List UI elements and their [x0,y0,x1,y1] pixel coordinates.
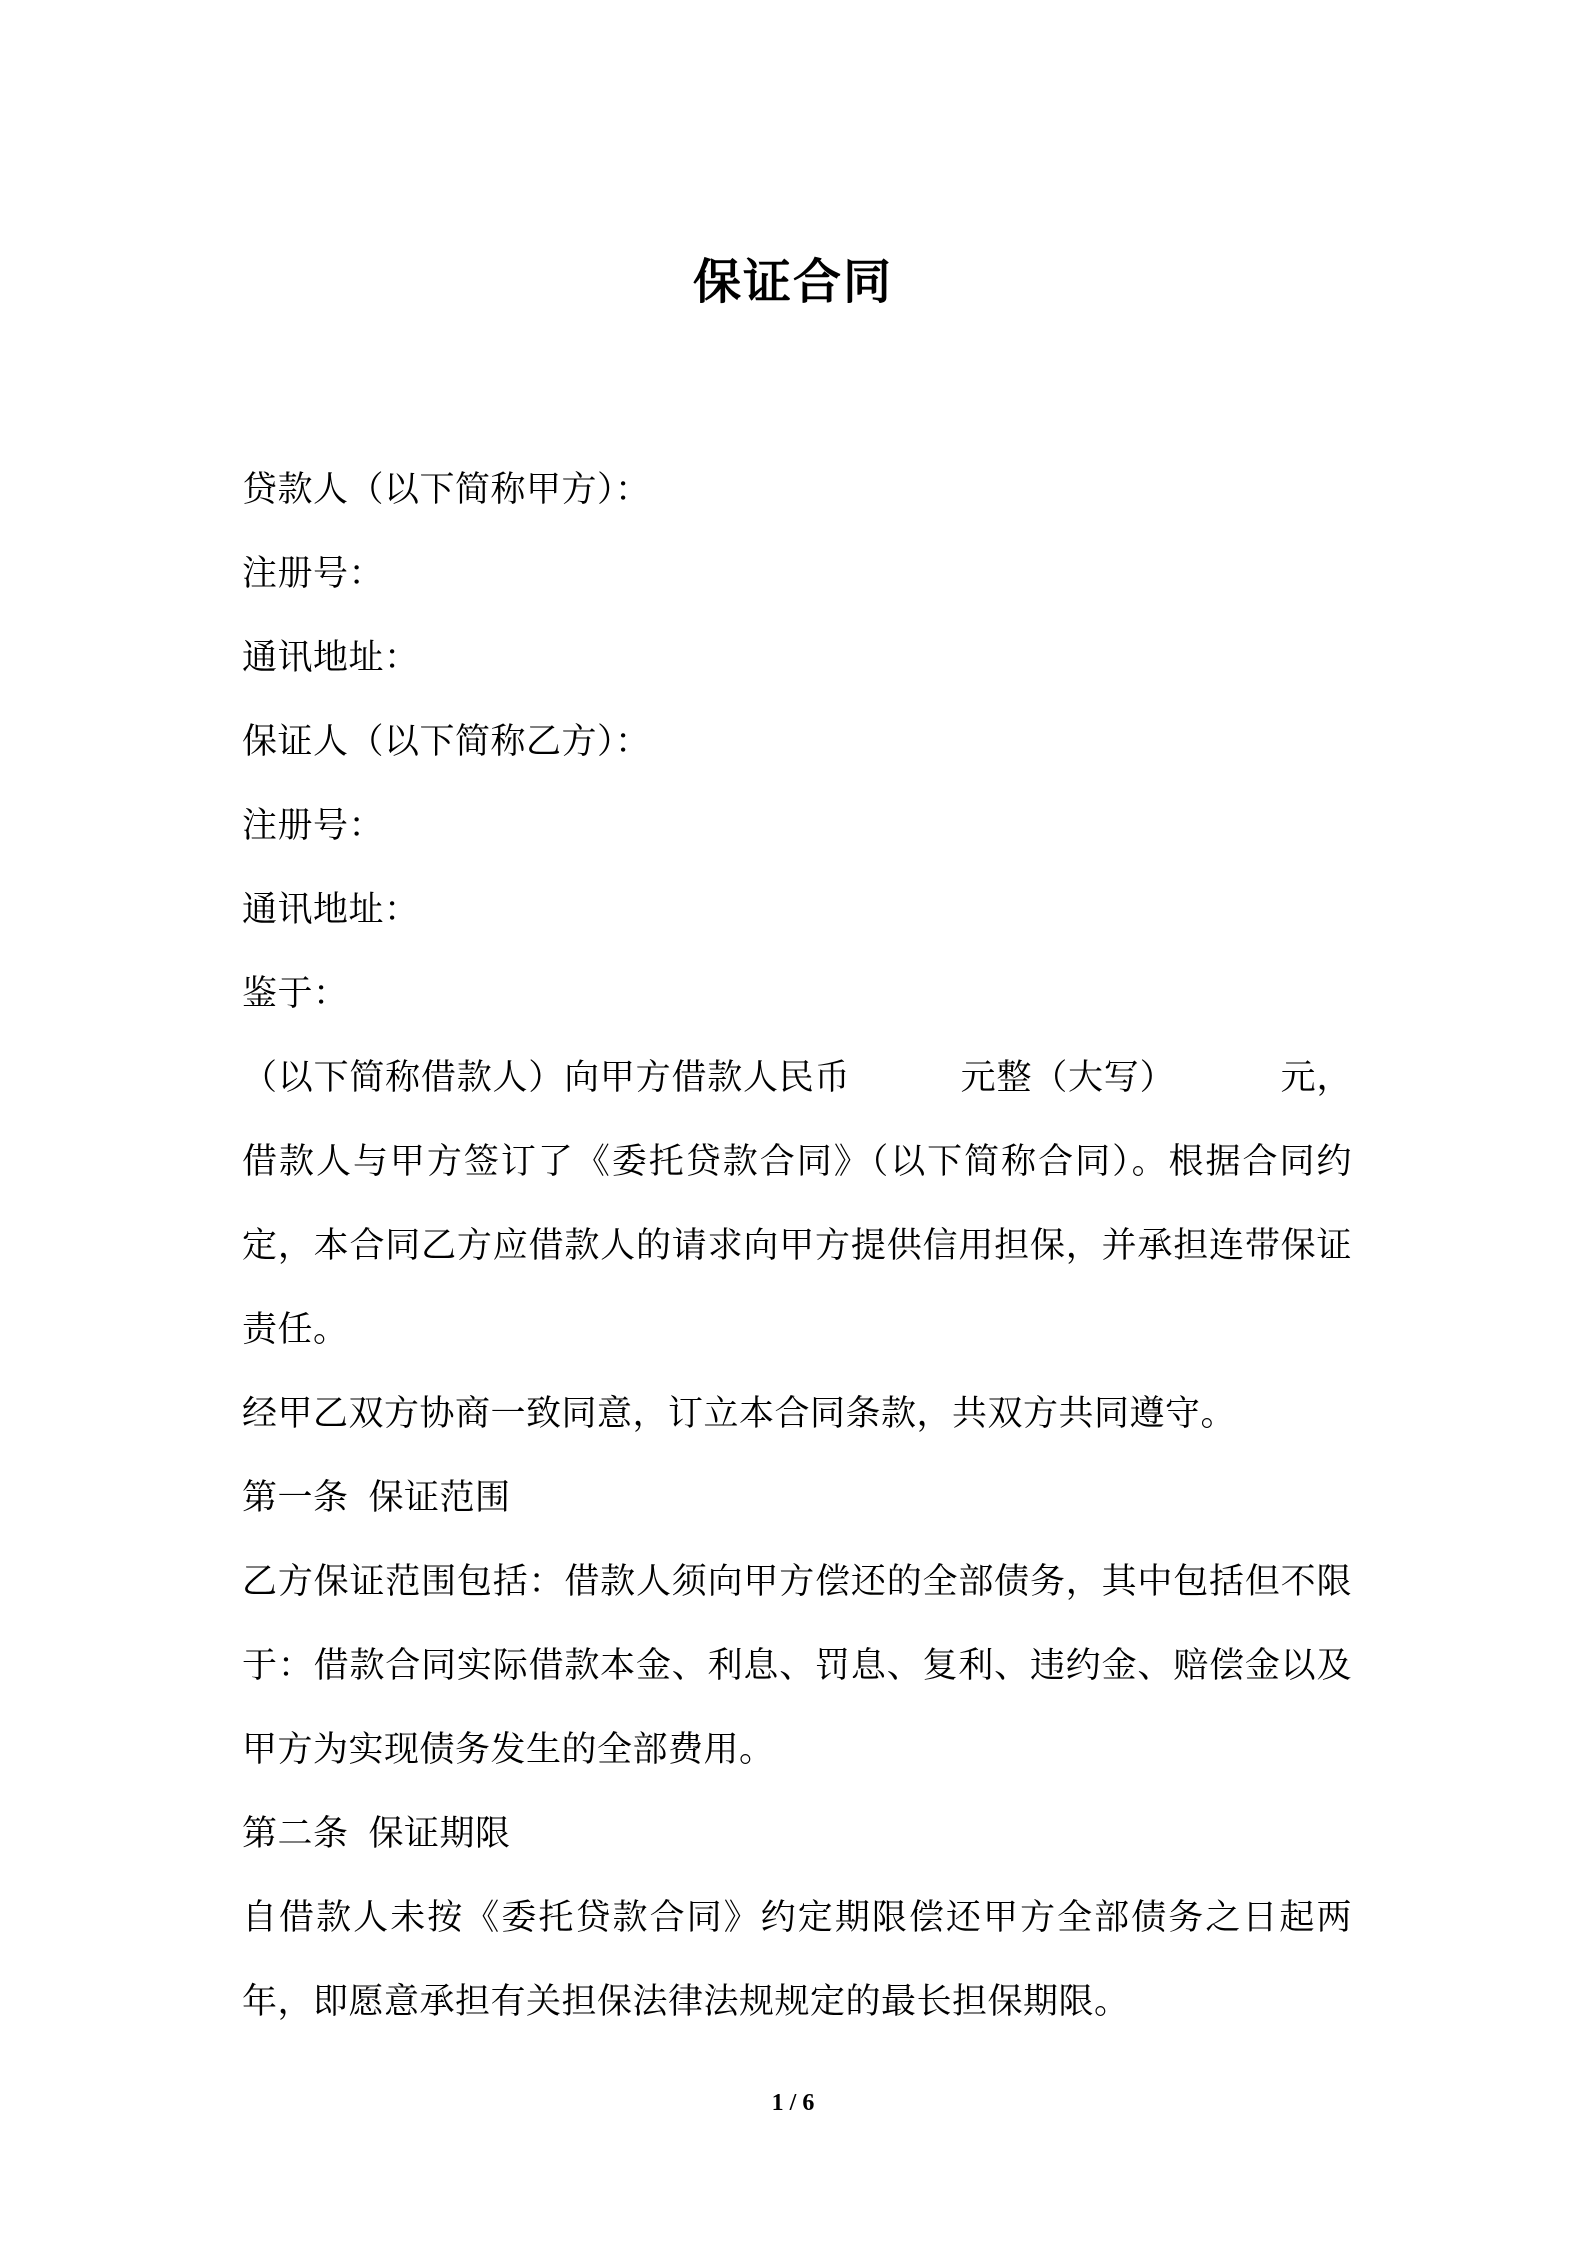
guarantor-label: 保证人（以下简称乙方）： [242,722,651,762]
article-2-number: 第二条 [242,1814,349,1854]
article-2-title: 保证期限 [368,1814,511,1854]
whereas-part-c: 元， [1280,1058,1352,1098]
article-1-number: 第一条 [242,1478,349,1518]
agreement-intro: 经甲乙双方协商一致同意，订立本合同条款，共双方共同遵守。 [242,1394,1237,1434]
whereas-part-b: 元整（大写） [960,1058,1176,1098]
article-2-heading [242,1792,1352,1876]
document-body [242,448,1352,2044]
article-1-heading [242,1456,1352,1540]
article-1-body: 乙方保证范围包括：借款人须向甲方偿还的全部债务，其中包括但不限于：借款合同实际借款本金、利息、罚息、复利、违约金、赔偿金以及甲方为实现债务发生的全部费用。 [242,1562,1352,1770]
guarantor-address-label: 通讯地址： [242,890,420,930]
whereas-part-a: （以下简称借款人）向甲方借款人民币 [242,1058,851,1098]
lender-registration-label: 注册号： [242,554,385,594]
lender-label: 贷款人（以下简称甲方）： [242,470,651,510]
article-1-title: 保证范围 [368,1478,511,1518]
article-2-body: 自借款人未按《委托贷款合同》约定期限偿还甲方全部债务之日起两年，即愿意承担有关担保法律法规规定的最长担保期限。 [242,1898,1352,2022]
guarantor-registration-label: 注册号： [242,806,385,846]
whereas-label: 鉴于： [242,974,349,1014]
whereas-rest: 借款人与甲方签订了《委托贷款合同》（以下简称合同）。根据合同约定，本合同乙方应借款人的请求向甲方提供信用担保，并承担连带保证责任。 [242,1142,1352,1350]
whereas-paragraph [242,1036,1352,1372]
document-title: 保证合同 [692,254,893,310]
page-indicator: 1 / 6 [771,2090,815,2116]
lender-address-label: 通讯地址： [242,638,420,678]
